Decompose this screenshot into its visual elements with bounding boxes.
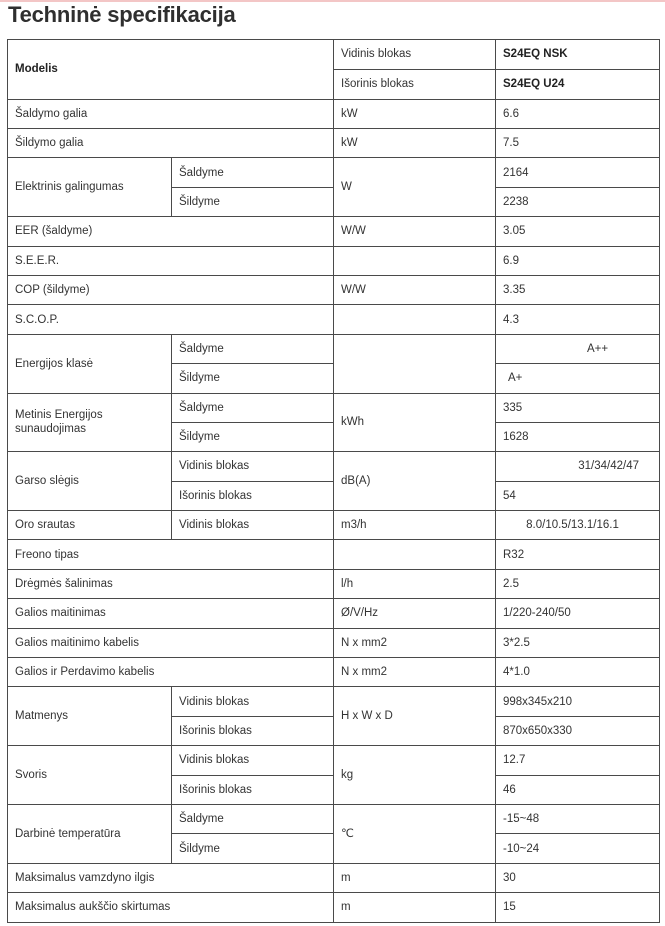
model-label: Modelis bbox=[8, 40, 334, 100]
model-outdoor-value: S24EQ U24 bbox=[496, 69, 660, 99]
table-row-air-flow bbox=[8, 511, 660, 540]
table-row-eer bbox=[8, 217, 660, 246]
power-cable-unit: N x mm2 bbox=[334, 628, 496, 657]
power-input-heating-label: Šildyme bbox=[172, 187, 334, 216]
max-pipe-length-value: 30 bbox=[496, 863, 660, 892]
table-row-dimensions-indoor bbox=[8, 687, 660, 716]
sound-pressure-outdoor-label: Išorinis blokas bbox=[172, 481, 334, 510]
dimensions-indoor-label: Vidinis blokas bbox=[172, 687, 334, 716]
heating-capacity-label: Šildymo galia bbox=[8, 128, 334, 157]
energy-class-unit bbox=[334, 334, 496, 393]
cooling-capacity-label: Šaldymo galia bbox=[8, 99, 334, 128]
table-row-seer bbox=[8, 246, 660, 275]
seer-unit bbox=[334, 246, 496, 275]
operating-temp-heating-value: -10~24 bbox=[496, 834, 660, 863]
page-title: Techninė specifikacija bbox=[8, 2, 236, 27]
cooling-capacity-value: 6.6 bbox=[496, 99, 660, 128]
dimensions-outdoor-value: 870x650x330 bbox=[496, 716, 660, 745]
model-indoor-label: Vidinis blokas bbox=[334, 40, 496, 70]
table-row-refrigerant bbox=[8, 540, 660, 569]
dimensions-outdoor-label: Išorinis blokas bbox=[172, 716, 334, 745]
annual-consumption-heating-label: Šildyme bbox=[172, 422, 334, 451]
power-input-unit: W bbox=[334, 158, 496, 217]
annual-consumption-unit: kWh bbox=[334, 393, 496, 452]
table-row-heating-capacity bbox=[8, 128, 660, 157]
air-flow-unit: m3/h bbox=[334, 511, 496, 540]
table-row-power-supply bbox=[8, 599, 660, 628]
sound-pressure-outdoor-value: 54 bbox=[496, 481, 660, 510]
dimensions-unit: H x W x D bbox=[334, 687, 496, 746]
annual-consumption-cooling-value: 335 bbox=[496, 393, 660, 422]
energy-class-cooling-value: A++ bbox=[496, 334, 660, 363]
max-pipe-length-label: Maksimalus vamzdyno ilgis bbox=[8, 863, 334, 892]
max-pipe-length-unit: m bbox=[334, 863, 496, 892]
sound-pressure-indoor-label: Vidinis blokas bbox=[172, 452, 334, 481]
table-row-power-input-cooling bbox=[8, 158, 660, 187]
refrigerant-unit bbox=[334, 540, 496, 569]
power-cable-value: 3*2.5 bbox=[496, 628, 660, 657]
heating-capacity-value: 7.5 bbox=[496, 128, 660, 157]
scop-label: S.C.O.P. bbox=[8, 305, 334, 334]
refrigerant-value: R32 bbox=[496, 540, 660, 569]
energy-class-heating-value: A+ bbox=[496, 364, 660, 393]
weight-outdoor-value: 46 bbox=[496, 775, 660, 804]
table-row-annual-consumption-cooling bbox=[8, 393, 660, 422]
table-row-sound-pressure-indoor bbox=[8, 452, 660, 481]
model-outdoor-label: Išorinis blokas bbox=[334, 69, 496, 99]
weight-indoor-label: Vidinis blokas bbox=[172, 746, 334, 775]
table-row-energy-class-cooling bbox=[8, 334, 660, 363]
transmission-cable-label: Galios ir Perdavimo kabelis bbox=[8, 658, 334, 687]
table-row-scop bbox=[8, 305, 660, 334]
energy-class-cooling-label: Šaldyme bbox=[172, 334, 334, 363]
table-row-dehumidification bbox=[8, 569, 660, 598]
air-flow-label: Oro srautas bbox=[8, 511, 172, 540]
power-supply-label: Galios maitinimas bbox=[8, 599, 334, 628]
air-flow-value: 8.0/10.5/13.1/16.1 bbox=[496, 511, 660, 540]
refrigerant-label: Freono tipas bbox=[8, 540, 334, 569]
dehumidification-value: 2.5 bbox=[496, 569, 660, 598]
sound-pressure-indoor-value: 31/34/42/47 bbox=[496, 452, 660, 481]
weight-unit: kg bbox=[334, 746, 496, 805]
operating-temp-label: Darbinė temperatūra bbox=[8, 804, 172, 863]
cop-unit: W/W bbox=[334, 275, 496, 304]
weight-outdoor-label: Išorinis blokas bbox=[172, 775, 334, 804]
operating-temp-unit: ℃ bbox=[334, 804, 496, 863]
power-supply-value: 1/220-240/50 bbox=[496, 599, 660, 628]
dehumidification-unit: l/h bbox=[334, 569, 496, 598]
operating-temp-cooling-label: Šaldyme bbox=[172, 804, 334, 833]
transmission-cable-unit: N x mm2 bbox=[334, 658, 496, 687]
sound-pressure-unit: dB(A) bbox=[334, 452, 496, 511]
air-flow-sub-label: Vidinis blokas bbox=[172, 511, 334, 540]
energy-class-label: Energijos klasė bbox=[8, 334, 172, 393]
operating-temp-heating-label: Šildyme bbox=[172, 834, 334, 863]
sound-pressure-label: Garso slėgis bbox=[8, 452, 172, 511]
transmission-cable-value: 4*1.0 bbox=[496, 658, 660, 687]
scop-unit bbox=[334, 305, 496, 334]
weight-indoor-value: 12.7 bbox=[496, 746, 660, 775]
seer-label: S.E.E.R. bbox=[8, 246, 334, 275]
table-row-transmission-cable bbox=[8, 658, 660, 687]
dehumidification-label: Drėgmės šalinimas bbox=[8, 569, 334, 598]
table-row-operating-temp-cooling bbox=[8, 804, 660, 833]
table-row-max-height-diff bbox=[8, 893, 660, 922]
spec-table bbox=[7, 39, 660, 923]
table-row-cop bbox=[8, 275, 660, 304]
cooling-capacity-unit: kW bbox=[334, 99, 496, 128]
max-height-diff-value: 15 bbox=[496, 893, 660, 922]
table-row-model-indoor bbox=[8, 40, 660, 70]
operating-temp-cooling-value: -15~48 bbox=[496, 804, 660, 833]
heating-capacity-unit: kW bbox=[334, 128, 496, 157]
cop-label: COP (šildyme) bbox=[8, 275, 334, 304]
max-height-diff-label: Maksimalus aukščio skirtumas bbox=[8, 893, 334, 922]
power-cable-label: Galios maitinimo kabelis bbox=[8, 628, 334, 657]
dimensions-label: Matmenys bbox=[8, 687, 172, 746]
power-input-cooling-value: 2164 bbox=[496, 158, 660, 187]
model-indoor-value: S24EQ NSK bbox=[496, 40, 660, 70]
dimensions-indoor-value: 998x345x210 bbox=[496, 687, 660, 716]
power-supply-unit: Ø/V/Hz bbox=[334, 599, 496, 628]
cop-value: 3.35 bbox=[496, 275, 660, 304]
power-input-heating-value: 2238 bbox=[496, 187, 660, 216]
annual-consumption-heating-value: 1628 bbox=[496, 422, 660, 451]
eer-value: 3.05 bbox=[496, 217, 660, 246]
power-input-cooling-label: Šaldyme bbox=[172, 158, 334, 187]
eer-unit: W/W bbox=[334, 217, 496, 246]
power-input-label: Elektrinis galingumas bbox=[8, 158, 172, 217]
scop-value: 4.3 bbox=[496, 305, 660, 334]
seer-value: 6.9 bbox=[496, 246, 660, 275]
energy-class-heating-label: Šildyme bbox=[172, 364, 334, 393]
eer-label: EER (šaldyme) bbox=[8, 217, 334, 246]
table-row-cooling-capacity bbox=[8, 99, 660, 128]
annual-consumption-cooling-label: Šaldyme bbox=[172, 393, 334, 422]
max-height-diff-unit: m bbox=[334, 893, 496, 922]
annual-consumption-label: Metinis Energijos sunaudojimas bbox=[8, 393, 172, 452]
table-row-weight-indoor bbox=[8, 746, 660, 775]
table-row-power-cable bbox=[8, 628, 660, 657]
weight-label: Svoris bbox=[8, 746, 172, 805]
table-row-max-pipe-length bbox=[8, 863, 660, 892]
